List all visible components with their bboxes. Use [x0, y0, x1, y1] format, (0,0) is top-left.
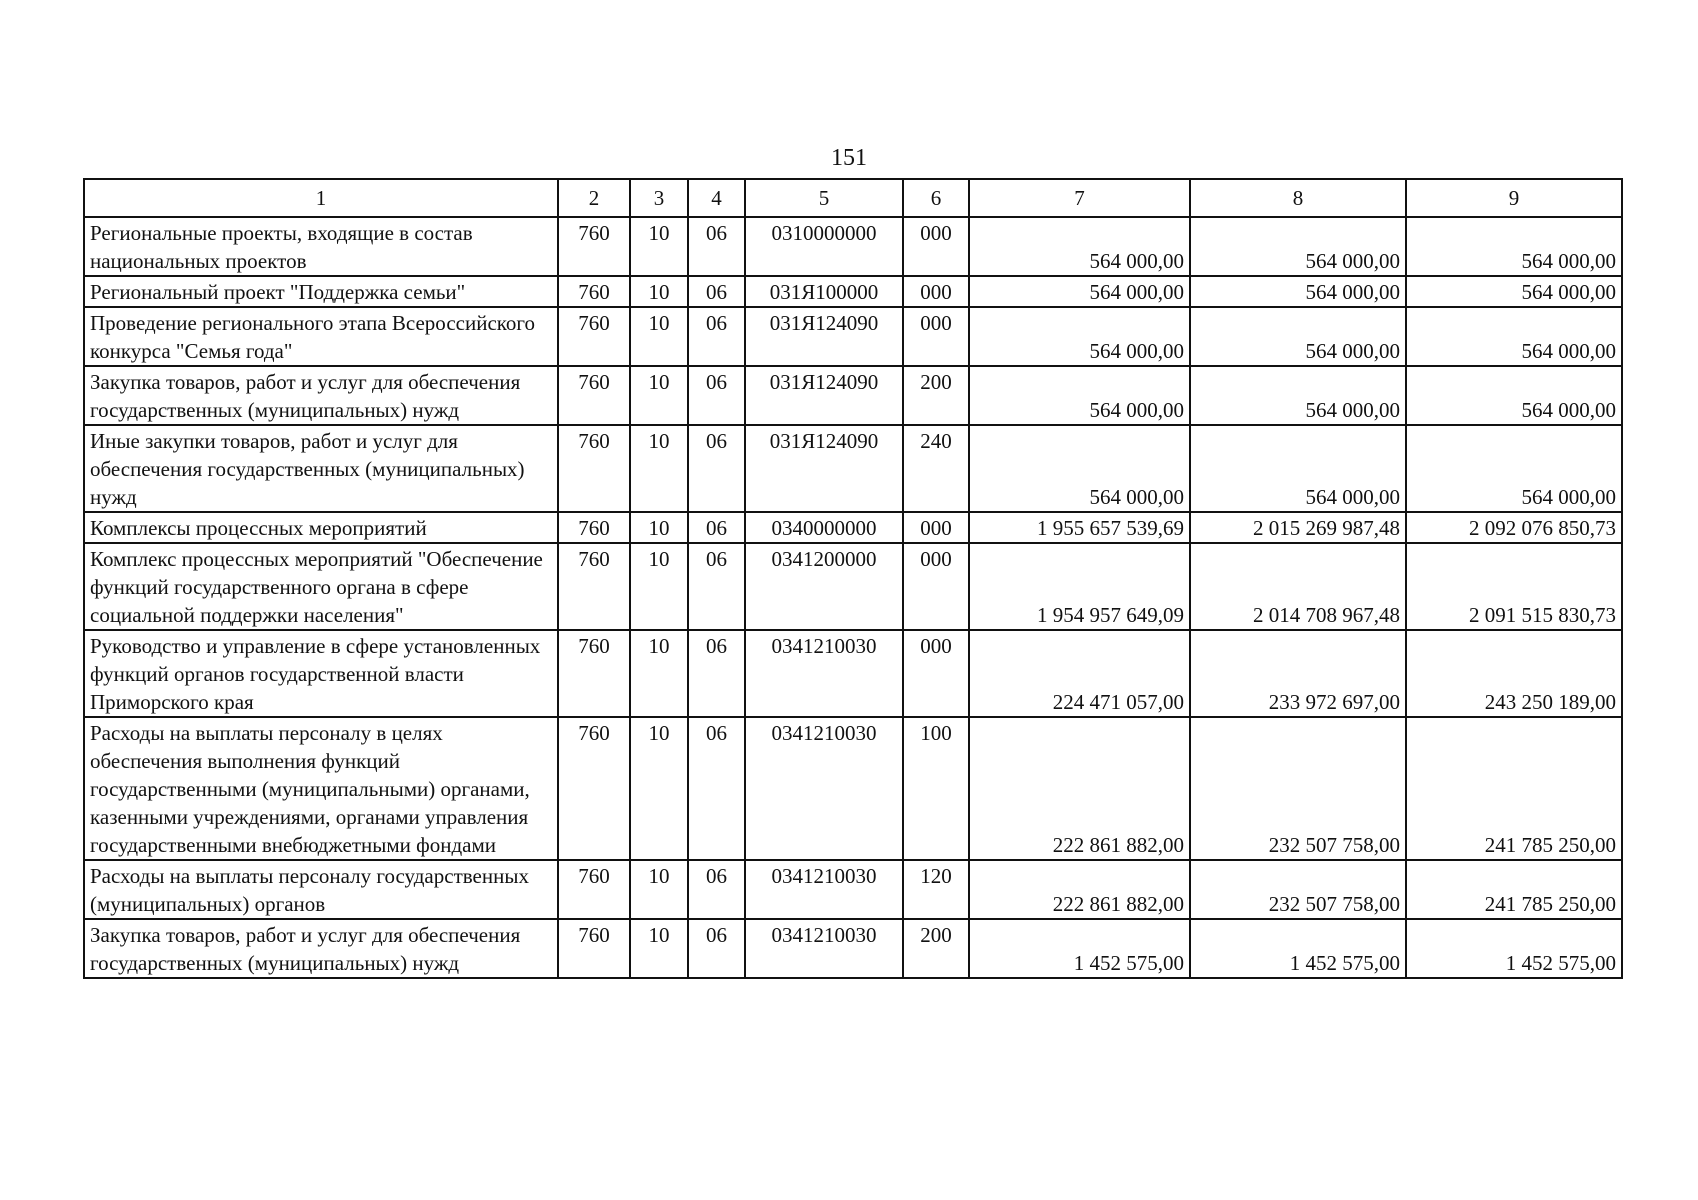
row-col-4: 06 [688, 717, 745, 860]
row-amount-8: 2 015 269 987,48 [1190, 512, 1406, 543]
row-col-3: 10 [630, 630, 688, 717]
table-row [84, 366, 1622, 425]
row-col-5: 0341210030 [745, 860, 903, 919]
row-name: Расходы на выплаты персоналу в целях обеспечения выполнения функций государственными (муниципальными) органами, казенными учреждениями, органами управления государственными внебюджетными фондами [84, 717, 558, 860]
row-col-3: 10 [630, 512, 688, 543]
header-row [84, 179, 1622, 217]
row-col-4: 06 [688, 217, 745, 276]
row-amount-9: 243 250 189,00 [1406, 630, 1622, 717]
row-amount-8: 233 972 697,00 [1190, 630, 1406, 717]
row-amount-8: 2 014 708 967,48 [1190, 543, 1406, 630]
row-amount-8: 564 000,00 [1190, 307, 1406, 366]
row-name: Закупка товаров, работ и услуг для обеспечения государственных (муниципальных) нужд [84, 919, 558, 978]
row-col-4: 06 [688, 919, 745, 978]
row-col-3: 10 [630, 276, 688, 307]
row-col-2: 760 [558, 276, 630, 307]
row-col-4: 06 [688, 630, 745, 717]
row-amount-7: 564 000,00 [969, 276, 1190, 307]
row-col-3: 10 [630, 425, 688, 512]
header-cell: 6 [903, 179, 969, 217]
row-amount-7: 222 861 882,00 [969, 860, 1190, 919]
row-amount-8: 1 452 575,00 [1190, 919, 1406, 978]
row-name: Региональный проект "Поддержка семьи" [84, 276, 558, 307]
table-row [84, 860, 1622, 919]
table-row [84, 217, 1622, 276]
row-col-5: 0341210030 [745, 919, 903, 978]
header-cell: 2 [558, 179, 630, 217]
page-number: 151 [831, 145, 867, 171]
table-row [84, 512, 1622, 543]
row-col-6: 000 [903, 512, 969, 543]
row-amount-8: 232 507 758,00 [1190, 860, 1406, 919]
row-col-6: 200 [903, 366, 969, 425]
row-amount-7: 224 471 057,00 [969, 630, 1190, 717]
row-col-4: 06 [688, 543, 745, 630]
row-col-3: 10 [630, 307, 688, 366]
row-col-6: 000 [903, 543, 969, 630]
row-col-6: 200 [903, 919, 969, 978]
row-col-4: 06 [688, 425, 745, 512]
header-cell: 3 [630, 179, 688, 217]
row-col-4: 06 [688, 366, 745, 425]
row-col-5: 0310000000 [745, 217, 903, 276]
row-name: Иные закупки товаров, работ и услуг для обеспечения государственных (муниципальных) нужд [84, 425, 558, 512]
header-cell: 9 [1406, 179, 1622, 217]
table-row [84, 919, 1622, 978]
row-amount-8: 564 000,00 [1190, 366, 1406, 425]
row-amount-7: 564 000,00 [969, 366, 1190, 425]
row-col-4: 06 [688, 860, 745, 919]
row-col-6: 000 [903, 307, 969, 366]
row-col-2: 760 [558, 717, 630, 860]
row-col-2: 760 [558, 512, 630, 543]
row-col-3: 10 [630, 717, 688, 860]
row-name: Закупка товаров, работ и услуг для обеспечения государственных (муниципальных) нужд [84, 366, 558, 425]
budget-table [83, 178, 1623, 979]
row-amount-9: 564 000,00 [1406, 276, 1622, 307]
row-col-3: 10 [630, 919, 688, 978]
row-col-6: 000 [903, 276, 969, 307]
header-cell: 4 [688, 179, 745, 217]
row-amount-7: 564 000,00 [969, 307, 1190, 366]
row-name: Расходы на выплаты персоналу государственных (муниципальных) органов [84, 860, 558, 919]
row-col-6: 240 [903, 425, 969, 512]
row-col-6: 000 [903, 630, 969, 717]
row-col-3: 10 [630, 217, 688, 276]
row-amount-8: 564 000,00 [1190, 425, 1406, 512]
row-col-2: 760 [558, 543, 630, 630]
row-amount-9: 2 091 515 830,73 [1406, 543, 1622, 630]
row-amount-9: 564 000,00 [1406, 217, 1622, 276]
row-col-2: 760 [558, 919, 630, 978]
row-amount-8: 564 000,00 [1190, 276, 1406, 307]
row-col-5: 0340000000 [745, 512, 903, 543]
row-amount-8: 232 507 758,00 [1190, 717, 1406, 860]
row-col-2: 760 [558, 425, 630, 512]
header-cell: 1 [84, 179, 558, 217]
table-row [84, 276, 1622, 307]
row-name: Комплексы процессных мероприятий [84, 512, 558, 543]
row-col-5: 031Я124090 [745, 425, 903, 512]
row-name: Проведение регионального этапа Всероссийского конкурса "Семья года" [84, 307, 558, 366]
row-col-5: 031Я100000 [745, 276, 903, 307]
row-col-3: 10 [630, 860, 688, 919]
row-amount-7: 1 955 657 539,69 [969, 512, 1190, 543]
row-amount-9: 564 000,00 [1406, 425, 1622, 512]
table-row [84, 307, 1622, 366]
row-name: Руководство и управление в сфере установленных функций органов государственной власти Приморского края [84, 630, 558, 717]
row-col-4: 06 [688, 307, 745, 366]
row-name: Комплекс процессных мероприятий "Обеспечение функций государственного органа в сфере социальной поддержки населения" [84, 543, 558, 630]
row-col-4: 06 [688, 276, 745, 307]
row-col-6: 100 [903, 717, 969, 860]
row-amount-7: 564 000,00 [969, 217, 1190, 276]
row-col-3: 10 [630, 543, 688, 630]
table-row [84, 543, 1622, 630]
header-cell: 7 [969, 179, 1190, 217]
row-col-6: 120 [903, 860, 969, 919]
row-amount-8: 564 000,00 [1190, 217, 1406, 276]
row-col-4: 06 [688, 512, 745, 543]
header-cell: 5 [745, 179, 903, 217]
table-row [84, 630, 1622, 717]
row-amount-7: 564 000,00 [969, 425, 1190, 512]
table-row [84, 425, 1622, 512]
row-amount-9: 241 785 250,00 [1406, 860, 1622, 919]
header-cell: 8 [1190, 179, 1406, 217]
row-col-2: 760 [558, 307, 630, 366]
row-name: Региональные проекты, входящие в состав национальных проектов [84, 217, 558, 276]
row-amount-9: 241 785 250,00 [1406, 717, 1622, 860]
row-col-3: 10 [630, 366, 688, 425]
row-col-2: 760 [558, 366, 630, 425]
row-col-5: 0341210030 [745, 630, 903, 717]
table-row [84, 717, 1622, 860]
row-col-5: 0341200000 [745, 543, 903, 630]
row-amount-9: 2 092 076 850,73 [1406, 512, 1622, 543]
row-col-2: 760 [558, 217, 630, 276]
row-amount-9: 564 000,00 [1406, 366, 1622, 425]
row-amount-7: 1 954 957 649,09 [969, 543, 1190, 630]
row-col-6: 000 [903, 217, 969, 276]
row-amount-9: 1 452 575,00 [1406, 919, 1622, 978]
row-amount-7: 1 452 575,00 [969, 919, 1190, 978]
row-col-2: 760 [558, 630, 630, 717]
row-col-5: 0341210030 [745, 717, 903, 860]
row-amount-9: 564 000,00 [1406, 307, 1622, 366]
row-col-5: 031Я124090 [745, 307, 903, 366]
row-col-5: 031Я124090 [745, 366, 903, 425]
row-amount-7: 222 861 882,00 [969, 717, 1190, 860]
row-col-2: 760 [558, 860, 630, 919]
